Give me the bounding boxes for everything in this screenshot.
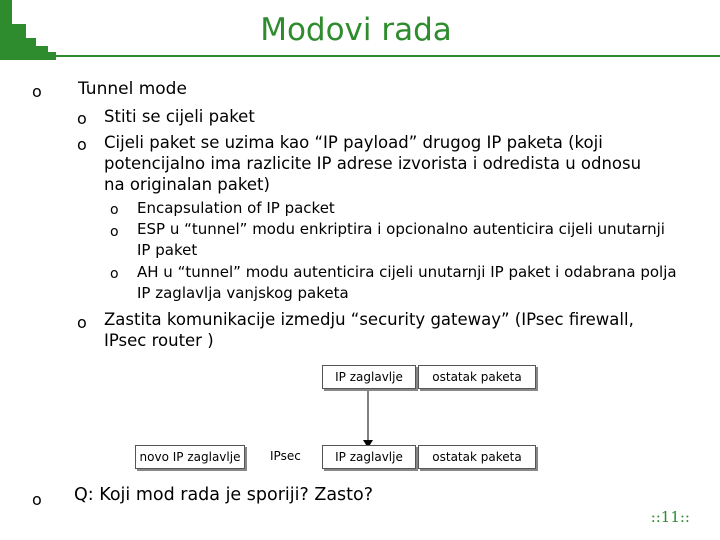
top-payload-box: ostatak paketa: [418, 365, 536, 389]
bullet-marker: o: [77, 135, 87, 154]
bullet-marker: o: [110, 266, 119, 282]
inner-payload-box: ostatak paketa: [418, 445, 536, 469]
question-text: Q: Koji mod rada je sporiji? Zasto?: [74, 485, 374, 505]
bullet-marker: o: [32, 490, 42, 509]
item-ah: AH u “tunnel” modu autenticira cijeli unutarnji IP paket i odabrana polja IP zaglavlja vanjskog paketa: [137, 263, 677, 302]
slide-title: Modovi rada: [260, 12, 452, 48]
bullet-marker: o: [110, 202, 119, 218]
item-zastita: Zastita komunikacije izmedju “security gateway” (IPsec firewall, IPsec router ): [104, 310, 634, 350]
item-encapsulation: Encapsulation of IP packet: [137, 199, 335, 217]
bullet-marker: o: [77, 109, 87, 128]
inner-ip-header-box: IP zaglavlje: [322, 445, 416, 469]
bullet-marker: o: [110, 224, 119, 240]
item-cijeli-paket: Cijeli paket se uzima kao “IP payload” drugog IP paketa (koji potencijalno ima razlicite IP adrese izvorista i odredista u odnosu na originalan paket): [104, 133, 642, 194]
item-stiti: Stiti se cijeli paket: [104, 107, 255, 126]
top-ip-header-box: IP zaglavlje: [322, 365, 416, 389]
bullet-marker: o: [32, 82, 42, 101]
ipsec-header-label: IPsec: [270, 449, 301, 463]
new-ip-header-box: novo IP zaglavlje: [135, 445, 245, 469]
page-number: ::11::: [650, 508, 690, 526]
item-tunnel-mode: Tunnel mode: [78, 79, 187, 99]
item-esp: ESP u “tunnel” modu enkriptira i opcionalno autenticira cijeli unutarnji IP paket: [137, 220, 665, 259]
bullet-marker: o: [77, 313, 87, 332]
